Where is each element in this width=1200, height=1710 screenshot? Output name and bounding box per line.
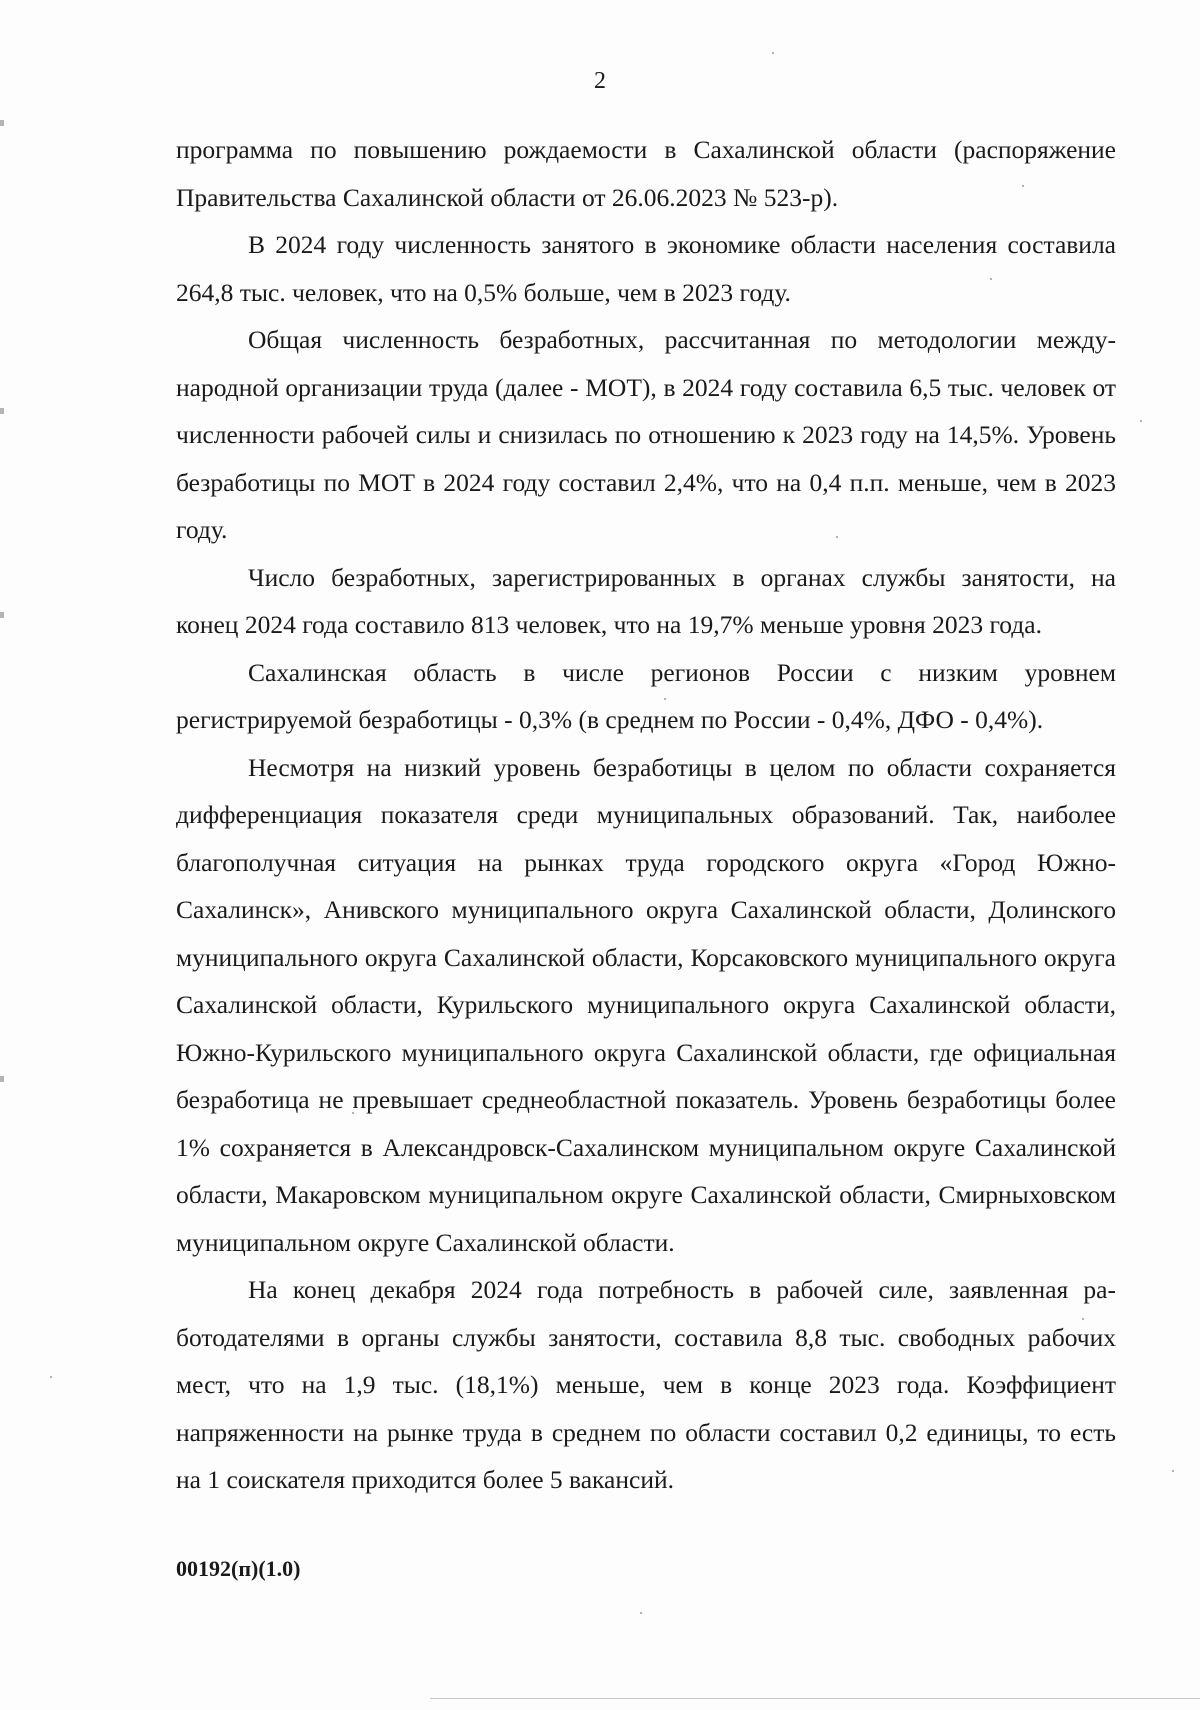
scan-speck: [640, 1612, 642, 1614]
page-number: 2: [594, 68, 606, 94]
scan-edge-mark: [0, 1076, 4, 1082]
scan-edge-mark: [0, 120, 4, 126]
paragraph: Число безработных, зарегистрированных в органах службы занятости, на конец 2024 года составило 813 человек, что на 19,7% меньше уровня 2023 года.: [176, 562, 1116, 639]
scan-speck: [50, 1376, 52, 1378]
document-code: 00192(п)(1.0): [176, 1556, 301, 1581]
scan-speck: [1140, 420, 1142, 422]
paragraph: Несмотря на низкий уровень безработицы в целом по области сохраняется дифференциация показателя среди муниципальных образований. Так, наиболее благополучная ситуация на рынках труда городского округа «Город Южно-Сахалинск», Анивского муниципального округа Сахалинской области, Долинского муниципального округа Сахалинской области, Корсаковского муниципального округа Сахалинской области, Курильского муниципального округа Сахалинской области, Южно-Курильского муниципального округа Сахалинской области, где официальная безработица не превышает среднеобластной показатель. Уровень безработицы более 1% сохраняется в Александровск-Сахалинском муниципальном округе Сахалинской области, Макаровском муниципальном округе Сахалинской области, Смирныховском муниципальном округе Сахалинской области.: [176, 752, 1116, 1257]
document-body: [176, 126, 1116, 1504]
scan-speck: [772, 52, 774, 54]
paragraph: Общая численность безработных, рассчитанная по методологии международной организации труда (далее - МОТ), в 2024 году составила 6,5 тыс. человек от численности рабочей силы и снизилась по отношению к 2023 году на 14,5%. Уровень безработицы по МОТ в 2024 году составил 2,4%, что на 0,4 п.п. меньше, чем в 2023 году.: [176, 325, 1116, 544]
scan-bottom-edge: [430, 1698, 1200, 1699]
paragraph: Сахалинская область в числе регионов России с низким уровнем регистрируемой безработицы - 0,3% (в среднем по России - 0,4%, ДФО - 0,4%).: [176, 657, 1116, 734]
paragraph: В 2024 году численность занятого в экономике области населения составила 264,8 тыс. человек, что на 0,5% больше, чем в 2023 году.: [176, 230, 1116, 307]
paragraph: На конец декабря 2024 года потребность в рабочей силе, заявленная работодателями в органы службы занятости, составила 8,8 тыс. свободных рабочих мест, что на 1,9 тыс. (18,1%) меньше, чем в конце 2023 года. Коэффициент напряженности на рынке труда в среднем по области составил 0,2 единицы, то есть на 1 соискателя приходится более 5 вакансий.: [176, 1275, 1116, 1494]
scan-edge-mark: [0, 612, 4, 618]
paragraph: программа по повышению рождаемости в Сахалинской области (распоряжение Правительства Сахалинской области от 26.06.2023 № 523-р).: [176, 135, 1116, 212]
scan-speck: [1172, 1470, 1174, 1472]
scan-edge-mark: [0, 408, 4, 414]
